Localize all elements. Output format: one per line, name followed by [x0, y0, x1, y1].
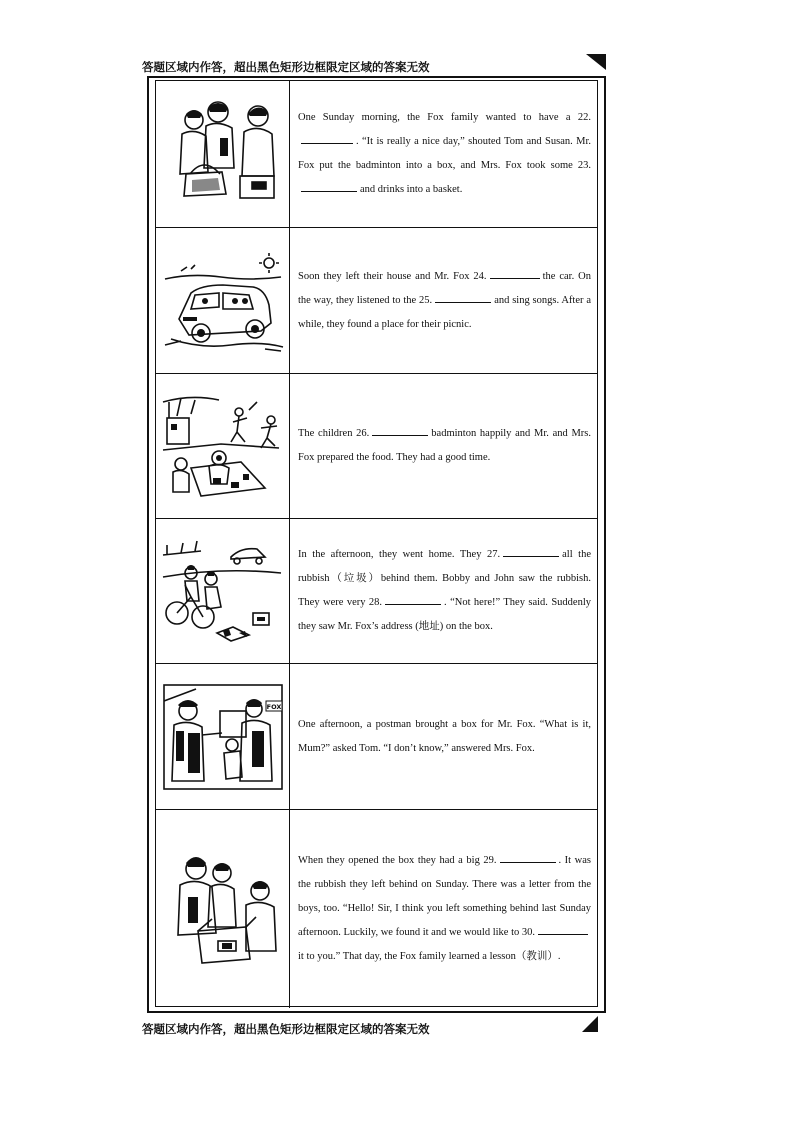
corner-marker-bottom-right	[582, 1016, 598, 1032]
boys-with-bikes-rubbish-illustration	[156, 519, 290, 663]
story-grid	[155, 80, 598, 1007]
panel-4-paragraph	[298, 543, 591, 639]
panel-3-segment-1: The children 26.	[298, 428, 370, 439]
panel-6-segment-2: . It was the rubbish they left behind on Sunday. There was a letter from the boys, too. “Hello! Sir, I think you left something behind last Sunday afternoon. Luckily, we found it and we would like to 30.	[298, 855, 591, 938]
family-opening-box-illustration	[156, 810, 290, 1008]
panel-2-text	[290, 228, 597, 373]
panel-6-paragraph	[298, 849, 591, 969]
panel-2-segment-3: and sing songs. After a while, they found a place for their picnic.	[298, 294, 592, 330]
answer-blank-24	[490, 269, 540, 279]
answer-area-notice-top: 答题区域内作答，超出黑色矩形边框限定区域的答案无效	[142, 60, 430, 74]
panel-1-segment-3: and drinks into a basket.	[360, 184, 463, 195]
story-panel-3	[156, 374, 597, 519]
box-label-text: FOX	[266, 702, 281, 711]
panel-5-segment-1: One afternoon, a postman brought a box for Mr. Fox. “What is it, Mum?” asked Tom. “I don’t know,” answered Mrs. Fox.	[298, 718, 591, 754]
panel-2-paragraph	[298, 265, 591, 337]
answer-blank-22	[301, 134, 353, 144]
story-panel-6	[156, 810, 597, 1008]
story-panel-5	[156, 664, 597, 810]
panel-3-segment-2: badminton happily and Mr. and Mrs. Fox prepared the food. They had a good time.	[298, 428, 591, 463]
panel-1-text	[290, 81, 597, 227]
panel-6-segment-3: it to you.” That day, the Fox family learned a lesson（教训）.	[298, 951, 561, 962]
panel-5-paragraph	[298, 713, 591, 761]
panel-6-text	[290, 810, 597, 1008]
picnic-badminton-illustration	[156, 374, 290, 518]
panel-5-text	[290, 664, 597, 809]
car-driving-illustration	[156, 228, 290, 373]
answer-area-notice-bottom: 答题区域内作答，超出黑色矩形边框限定区域的答案无效	[142, 1022, 430, 1036]
panel-4-segment-3: . “Not here!” They said. Suddenly they saw Mr. Fox’s address (地址) on the box.	[298, 597, 591, 632]
corner-marker-top-right	[586, 54, 606, 70]
answer-blank-26	[372, 426, 428, 436]
panel-6-segment-1: When they opened the box they had a big 29.	[298, 855, 497, 866]
panel-4-text	[290, 519, 597, 663]
panel-2-segment-2: the car. On the way, they listened to the 25.	[298, 270, 591, 306]
story-panel-4	[156, 519, 597, 664]
answer-blank-30	[538, 925, 588, 935]
panel-3-text	[290, 374, 597, 518]
answer-blank-25	[435, 293, 491, 303]
answer-blank-27	[503, 547, 559, 557]
story-panel-2	[156, 228, 597, 374]
family-packing-basket-illustration	[156, 81, 290, 227]
panel-1-segment-2: . “It is really a nice day,” shouted Tom and Susan. Mr. Fox put the badminton into a box, and Mrs. Fox took some 23.	[298, 136, 591, 171]
answer-blank-23	[301, 182, 357, 192]
answer-blank-29	[500, 853, 556, 863]
panel-4-segment-2: all the rubbish（垃圾）behind them. Bobby and John saw the rubbish. They were very 28.	[298, 549, 591, 608]
postman-delivering-box-illustration	[156, 664, 290, 809]
panel-4-segment-1: In the afternoon, they went home. They 27.	[298, 549, 501, 560]
panel-1-segment-1: One Sunday morning, the Fox family wanted to have a 22.	[298, 112, 591, 123]
panel-3-paragraph	[298, 422, 591, 470]
answer-blank-28	[385, 595, 441, 605]
story-panel-1	[156, 81, 597, 228]
panel-1-paragraph	[298, 106, 591, 202]
panel-2-segment-1: Soon they left their house and Mr. Fox 24.	[298, 270, 487, 282]
